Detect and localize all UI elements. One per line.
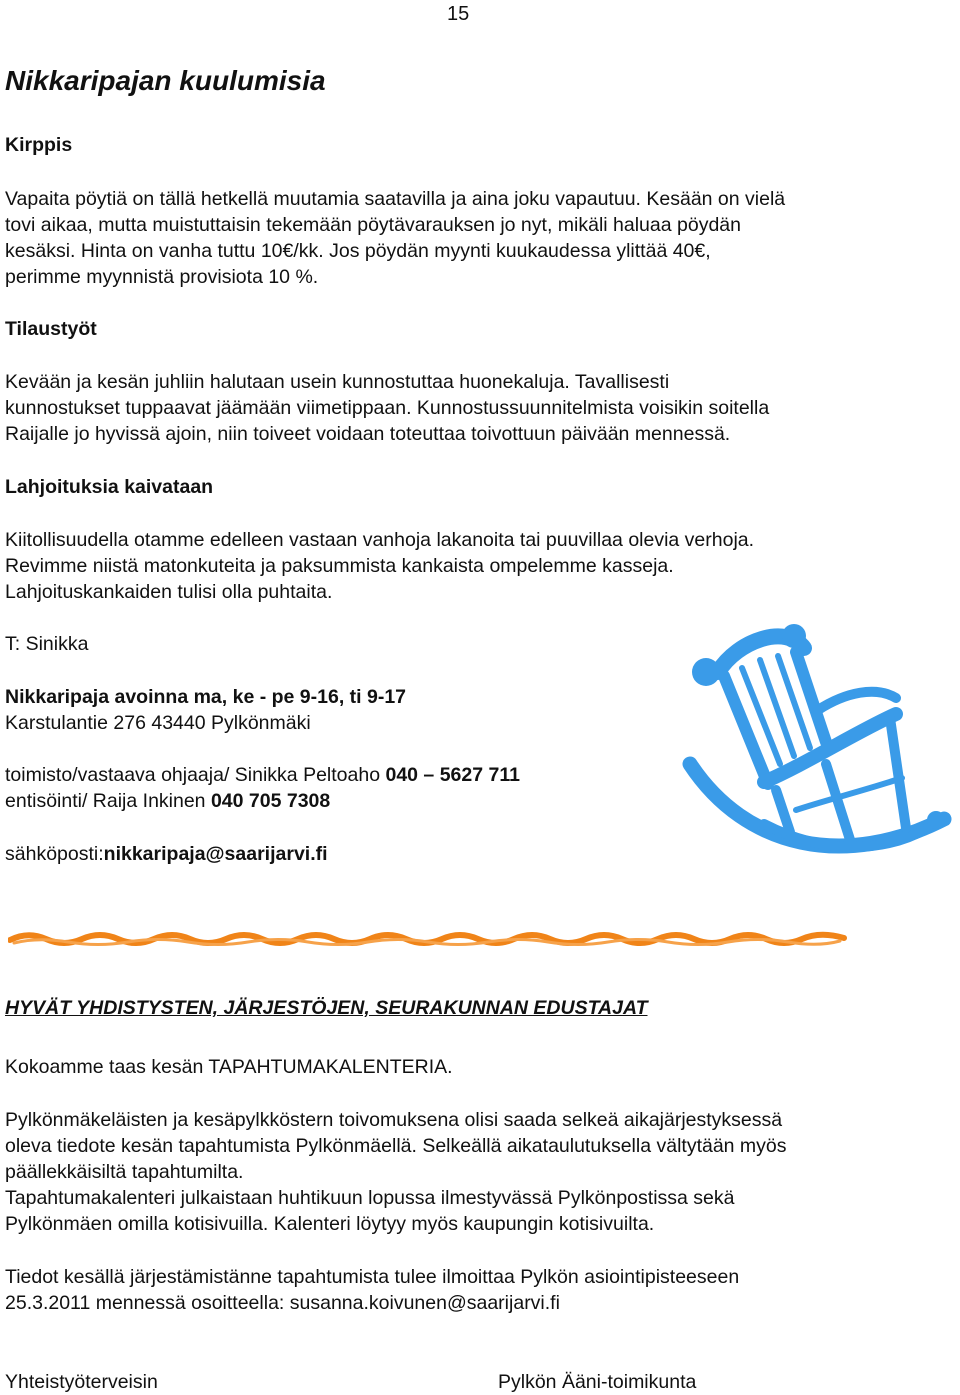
text-line: päällekkäisiltä tapahtumilta. — [5, 1161, 244, 1183]
text-line: 25.3.2011 mennessä osoitteella: susanna.koivunen@saarijarvi.fi — [5, 1292, 560, 1314]
contact-restoration-label: entisöinti/ Raija Inkinen — [5, 790, 211, 812]
closing-committee: Pylkön Ääni-toimikunta — [498, 1371, 697, 1393]
text-line: Revimme niistä matonkuteita ja paksummista kankaista ompelemme kasseja. — [5, 555, 674, 577]
text-line: Pylkönmäen omilla kotisivuilla. Kalenteri löytyy myös kaupungin kotisivuilta. — [5, 1213, 655, 1235]
email-line — [5, 841, 328, 867]
text-line: perimme myynnistä provisiota 10 %. — [5, 266, 319, 288]
calendar-intro: Kokoamme taas kesän TAPAHTUMAKALENTERIA. — [5, 1056, 453, 1078]
text-line: Kiitollisuudella otamme edelleen vastaan vanhoja lakanoita tai puuvillaa olevia verhoja. — [5, 529, 755, 551]
contact-office-phone[interactable]: 040 – 5627 711 — [385, 764, 520, 786]
opening-hours: Nikkaripaja avoinna ma, ke - pe 9-16, ti 9-17 — [5, 686, 407, 708]
text-line: kunnostukset tuppaavat jäämään viimetippaan. Kunnostussuunnitelmista voisikin soitella — [5, 397, 770, 419]
contact-office — [5, 762, 520, 788]
paragraph-lahjoituksia — [5, 527, 754, 605]
text-line: Kevään ja kesän juhliin halutaan usein kunnostuttaa huonekaluja. Tavallisesti — [5, 371, 670, 393]
page-number: 15 — [447, 3, 470, 25]
paragraph-calendar — [5, 1107, 787, 1237]
text-line: Raijalle jo hyvissä ajoin, niin toiveet voidaan toteuttaa toivottuun päivään mennessä. — [5, 423, 731, 445]
address: Karstulantie 276 43440 Pylkönmäki — [5, 712, 311, 734]
signature: T: Sinikka — [5, 633, 89, 655]
heading-kirppis: Kirppis — [5, 134, 73, 156]
closing-greeting: Yhteistyöterveisin — [5, 1371, 158, 1393]
email-link[interactable]: nikkaripaja@saarijarvi.fi — [103, 843, 328, 865]
contact-restoration-phone[interactable]: 040 705 7308 — [210, 790, 331, 812]
orange-divider-image — [8, 928, 848, 950]
text-line: Tiedot kesällä järjestämistänne tapahtumista tulee ilmoittaa Pylkön asiointipisteeseen — [5, 1266, 740, 1288]
text-line: Lahjoituskankaiden tulisi olla puhtaita. — [5, 581, 333, 603]
section-heading-representatives: HYVÄT YHDISTYSTEN, JÄRJESTÖJEN, SEURAKUNNAN EDUSTAJAT — [5, 997, 648, 1019]
heading-tilaustyot: Tilaustyöt — [5, 318, 97, 340]
page-title: Nikkaripajan kuulumisia — [5, 65, 326, 96]
paragraph-tilaustyot — [5, 369, 769, 447]
text-line: oleva tiedote kesän tapahtumista Pylkönmäellä. Selkeällä aikataulutuksella vältytään myös — [5, 1135, 787, 1157]
contact-restoration — [5, 788, 330, 814]
rocking-chair-image — [676, 614, 958, 882]
contact-office-label: toimisto/vastaava ohjaaja/ Sinikka Peltoaho — [5, 764, 386, 786]
text-line: Tapahtumakalenteri julkaistaan huhtikuun lopussa ilmestyvässä Pylkönpostissa sekä — [5, 1187, 735, 1209]
paragraph-deadline — [5, 1264, 739, 1316]
text-line: Pylkönmäkeläisten ja kesäpylkköstern toivomuksena olisi saada selkeä aikajärjestyksessä — [5, 1109, 783, 1131]
email-label: sähköposti: — [5, 843, 104, 865]
text-line: kesäksi. Hinta on vanha tuttu 10€/kk. Jos pöydän myynti kuukaudessa ylittää 40€, — [5, 240, 711, 262]
text-line: Vapaita pöytiä on tällä hetkellä muutamia saatavilla ja aina joku vapautuu. Kesään on vielä — [5, 188, 786, 210]
heading-lahjoituksia: Lahjoituksia kaivataan — [5, 476, 214, 498]
paragraph-kirppis — [5, 186, 785, 290]
text-line: tovi aikaa, mutta muistuttaisin tekemään pöytävarauksen jo nyt, mikäli haluaa pöydän — [5, 214, 741, 236]
